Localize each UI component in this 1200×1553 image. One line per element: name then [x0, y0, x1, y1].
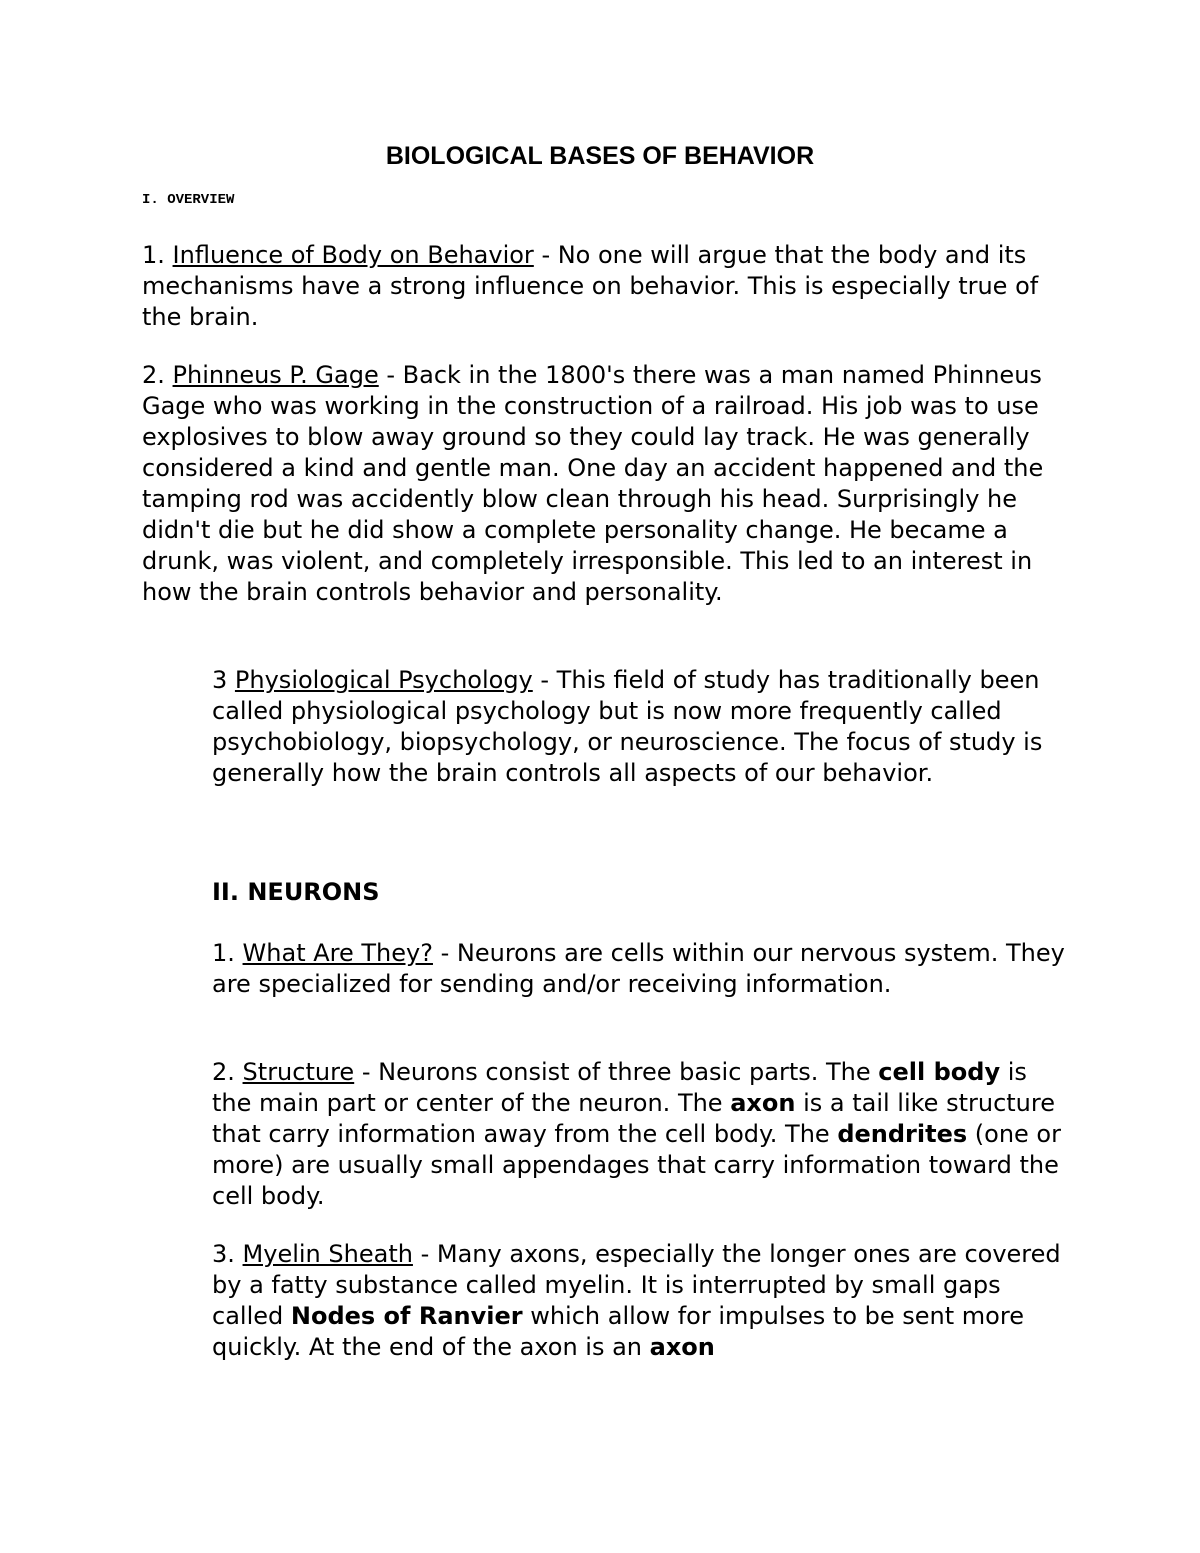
bold-term-dendrites: dendrites: [837, 1120, 968, 1148]
bold-term-axon-terminal: axon: [649, 1333, 715, 1361]
paragraph-physiological: [212, 665, 1072, 789]
term-gage: Phinneus P. Gage: [172, 361, 379, 389]
paragraph-structure: [212, 1057, 1072, 1212]
section-heading-neurons: II. NEURONS: [212, 878, 380, 906]
paragraph-text: - Neurons are cells within our nervous system. They are specialized for sending and/or receiving information.: [212, 939, 1065, 998]
item-number: 1.: [142, 241, 165, 269]
paragraph-text: which allow for impulses to be sent more quickly. At the end of the axon is an: [212, 1302, 1024, 1361]
paragraph-myelin: [212, 1239, 1072, 1363]
paragraph-gage: [142, 360, 1062, 608]
item-number: 3: [212, 666, 228, 694]
paragraph-influence: [142, 240, 1062, 333]
paragraph-text: - This field of study has traditionally been called physiological psychology but is now more frequently called psychobiology, biopsychology, or neuroscience. The focus of study is generally how the brain controls all aspects of our behavior.: [212, 666, 1043, 787]
item-number: 2.: [212, 1058, 235, 1086]
paragraph-text: - Neurons consist of three basic parts. The: [354, 1058, 879, 1086]
bold-term-nodes-of-ranvier: Nodes of Ranvier: [290, 1302, 523, 1330]
bold-term-axon: axon: [730, 1089, 796, 1117]
term-myelin: Myelin Sheath: [242, 1240, 413, 1268]
paragraph-text: - Many axons, especially the longer ones are covered by a fatty substance called myelin. It is interrupted by small gaps called: [212, 1240, 1061, 1330]
bold-term-cell-body: cell body: [878, 1058, 1001, 1086]
item-number: 1.: [212, 939, 235, 967]
paragraph-text: - Back in the 1800's there was a man named Phinneus Gage who was working in the construction of a railroad. His job was to use explosives to blow away ground so they could lay track. He was generally considered a kind and gentle man. One day an accident happened and the tamping rod was accidently blow clean through his head. Surprisingly he didn't die but he did show a complete personality change. He became a drunk, was violent, and completely irresponsible. This led to an interest in how the brain controls behavior and personality.: [142, 361, 1044, 606]
term-influence: Influence of Body on Behavior: [172, 241, 534, 269]
item-number: 2.: [142, 361, 165, 389]
paragraph-text: (one or more) are usually small appendages that carry information toward the cell body.: [212, 1120, 1061, 1210]
paragraph-text: - No one will argue that the body and its mechanisms have a strong influence on behavior. This is especially true of the brain.: [142, 241, 1039, 331]
term-structure: Structure: [242, 1058, 355, 1086]
term-what-are-they: What Are They?: [242, 939, 433, 967]
section-heading-overview: I. OVERVIEW: [142, 192, 235, 208]
term-physiological: Physiological Psychology: [234, 666, 533, 694]
document-title: BIOLOGICAL BASES OF BEHAVIOR: [385, 142, 815, 170]
paragraph-text: is the main part or center of the neuron. The: [212, 1058, 1027, 1117]
paragraph-text: is a tail like structure that carry information away from the cell body. The: [212, 1089, 1055, 1148]
item-number: 3.: [212, 1240, 235, 1268]
paragraph-what-are-they: [212, 938, 1072, 1000]
